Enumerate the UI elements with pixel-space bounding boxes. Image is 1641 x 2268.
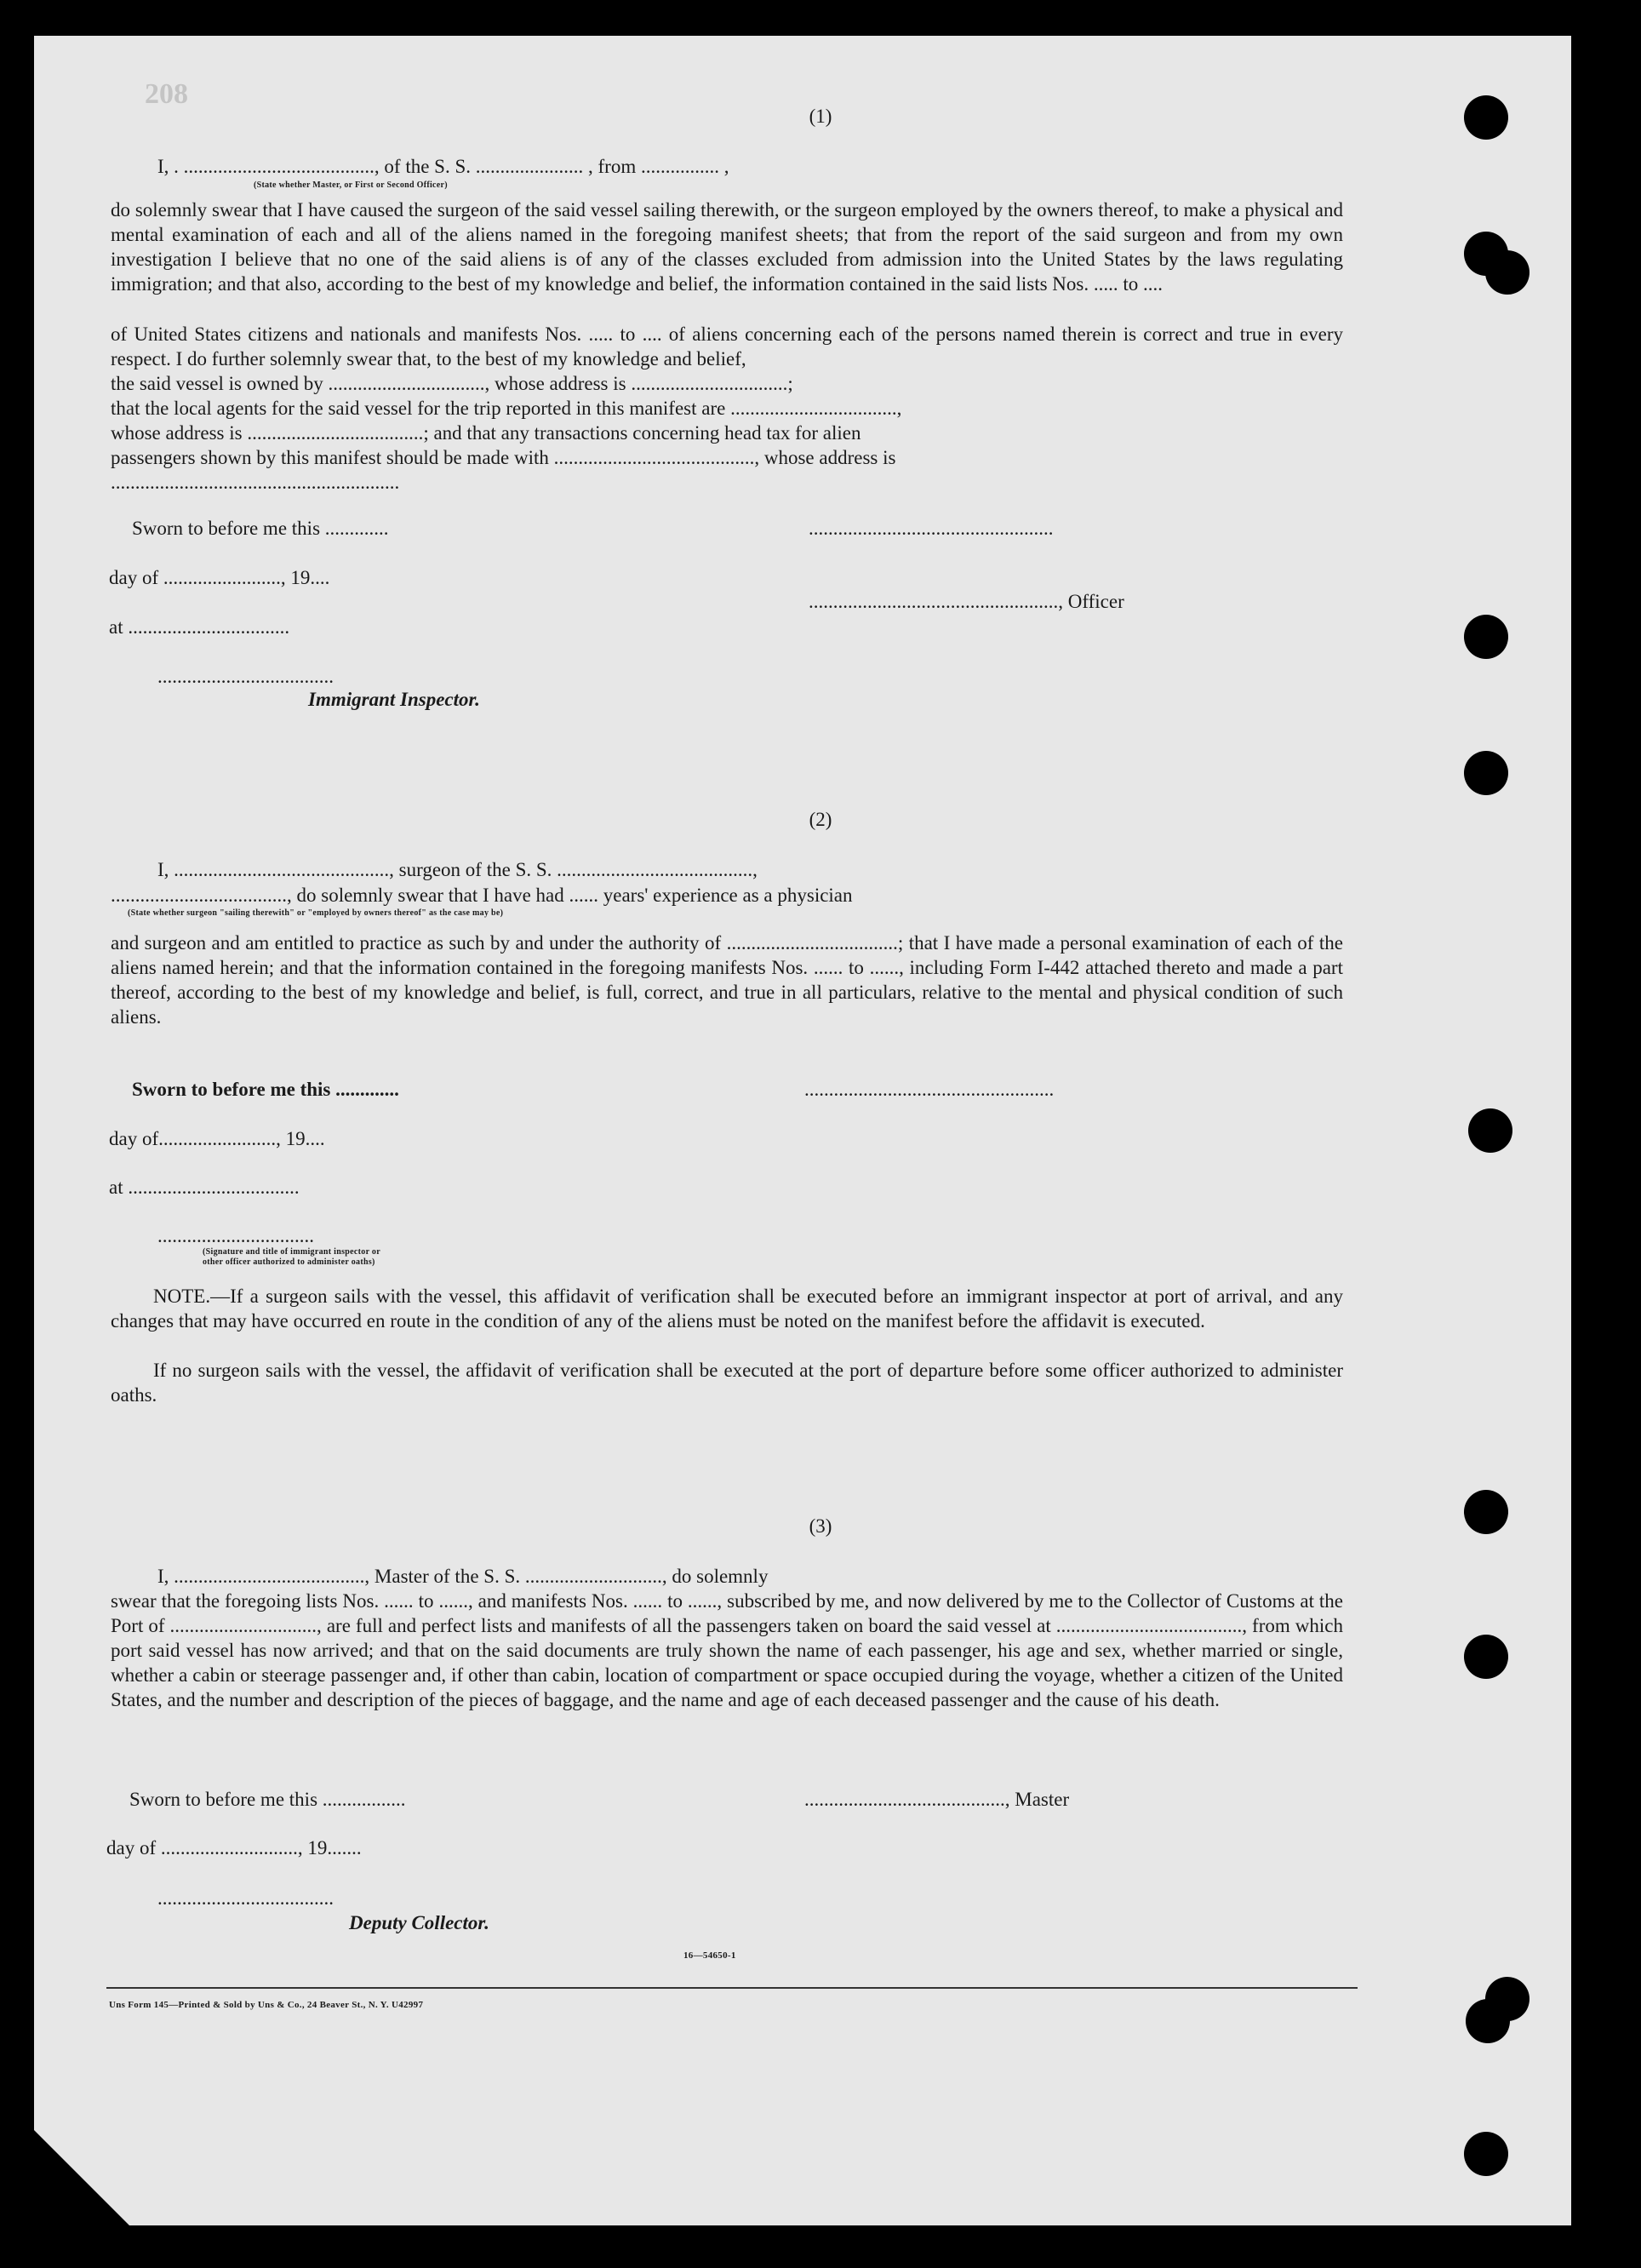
oath-line: ...................................., do solemnly swear that I have had ...... years' experience as a physician — [111, 885, 853, 906]
master-line: ........................................., Master — [804, 1789, 1070, 1810]
ghost-stamp: 208 — [145, 78, 188, 110]
place-line: at ................................. — [109, 616, 290, 638]
oath-line: the said vessel is owned by ................................, whose address is ................................; — [111, 373, 793, 394]
oath-line: I, . ......................................., of the S. S. ...................... , from ................ , — [157, 156, 729, 177]
oath-line: that the local agents for the said vessel for the trip reported in this manifest are .................................., — [111, 398, 902, 419]
note-paragraph: NOTE.—If a surgeon sails with the vessel, this affidavit of verification shall be executed before an immigrant inspector at port of arrival, and any changes that may have occurred en route in the condition of any of the aliens must be noted on the manifest before the affidavit is executed. — [111, 1286, 1343, 1332]
note-paragraph: If no surgeon sails with the vessel, the affidavit of verification shall be executed at the port of departure before some officer authorized to administer oaths. — [111, 1360, 1343, 1406]
signature-line: .................................................. — [809, 518, 1054, 539]
sworn-line: Sworn to before me this ............. — [132, 518, 389, 539]
date-line: day of........................, 19.... — [109, 1128, 325, 1149]
oath-line: ........................................................... — [111, 472, 400, 493]
sworn-line: Sworn to before me this ................. — [129, 1789, 406, 1810]
signature-line: ................................ — [157, 1225, 314, 1246]
signature-title: Immigrant Inspector. — [308, 689, 480, 710]
punch-hole — [1464, 2132, 1508, 2176]
oath-paragraph: and surgeon and am entitled to practice as such by and under the authority of ...................................; that I have made a personal examination of each of the aliens named herein; and that the information contained in the foregoing manifests Nos. ...... to ......, including Form I-442 attached thereto and made a part thereof, according to the best of my knowledge and belief, is full, correct, and true in all particulars, relative to the mental and physical condition of such aliens. — [111, 932, 1343, 1028]
punch-hole — [1464, 1635, 1508, 1679]
printer-footer: Uns Form 145—Printed & Sold by Uns & Co., 24 Beaver St., N. Y. U42997 — [109, 2000, 424, 2010]
sworn-line: Sworn to before me this ............. — [132, 1079, 399, 1100]
oath-line: whose address is ....................................; and that any transactions concerning head tax for alien — [111, 422, 861, 444]
date-line: day of ........................, 19.... — [109, 567, 330, 588]
punch-hole — [1466, 1999, 1510, 2043]
footer-rule — [106, 1987, 1358, 1989]
signature-title: Deputy Collector. — [349, 1912, 489, 1933]
signature-note: other officer authorized to administer oaths) — [203, 1257, 375, 1267]
section-number: (3) — [809, 1515, 832, 1537]
oath-paragraph: do solemnly swear that I have caused the surgeon of the said vessel sailing therewith, or the surgeon employed by the owners thereof, to make a physical and mental examination of each and all of the aliens named in the foregoing manifest sheets; that from the report of the said surgeon and from my own investigation I believe that no one of the said aliens is of any of the classes excluded from admission into the United States by the laws regulating immigration; and that also, according to the best of my knowledge and belief, the information contained in the said lists Nos. ..... to .... — [111, 199, 1343, 295]
oath-paragraph: of United States citizens and nationals and manifests Nos. ..... to .... of aliens concerning each of the persons named therein is correct and true in every respect. I do further solemnly swear that, to the best of my knowledge and belief, — [111, 324, 1343, 369]
punch-hole — [1485, 250, 1530, 295]
oath-line: I, ............................................, surgeon of the S. S. ........................................, — [157, 859, 758, 880]
officer-line: ..................................................., Officer — [809, 591, 1124, 612]
punch-hole — [1464, 751, 1508, 795]
instruction-note: (State whether surgeon "sailing therewith" or "employed by owners thereof" as the case may be) — [128, 908, 504, 918]
punch-hole — [1464, 615, 1508, 659]
oath-line: passengers shown by this manifest should be made with ........................................., whose address is — [111, 447, 896, 468]
signature-line: .................................... — [157, 666, 334, 687]
signature-line: .................................... — [157, 1887, 334, 1909]
instruction-note: (State whether Master, or First or Second Officer) — [254, 180, 448, 190]
section-number: (2) — [809, 809, 832, 830]
signature-note: (Signature and title of immigrant inspector or — [203, 1247, 380, 1257]
date-line: day of ............................, 19....... — [106, 1837, 362, 1858]
signature-line: ................................................... — [804, 1079, 1055, 1100]
form-number: 16—54650-1 — [683, 1950, 736, 1961]
oath-paragraph: swear that the foregoing lists Nos. ...... to ......, and manifests Nos. ...... to ......, subscribed by me, and now delivered by me to the Collector of Customs at the Port of .............................., are full and perfect lists and manifests of all the passengers taken on board the said vessel at ......................................, from which port said vessel has now arrived; and that on the said documents are truly shown the name of each passenger, his age and sex, whether married or single, whether a cabin or steerage passenger and, if other than cabin, location of compartment or space occupied during the voyage, whether a citizen of the United States, and the number and description of the pieces of baggage, and the name and age of each deceased passenger and the cause of his death. — [111, 1590, 1343, 1710]
oath-line: I, ......................................., Master of the S. S. ............................, do solemnly — [157, 1566, 769, 1587]
section-number: (1) — [809, 106, 832, 127]
punch-hole — [1468, 1108, 1512, 1153]
place-line: at ................................... — [109, 1177, 300, 1198]
